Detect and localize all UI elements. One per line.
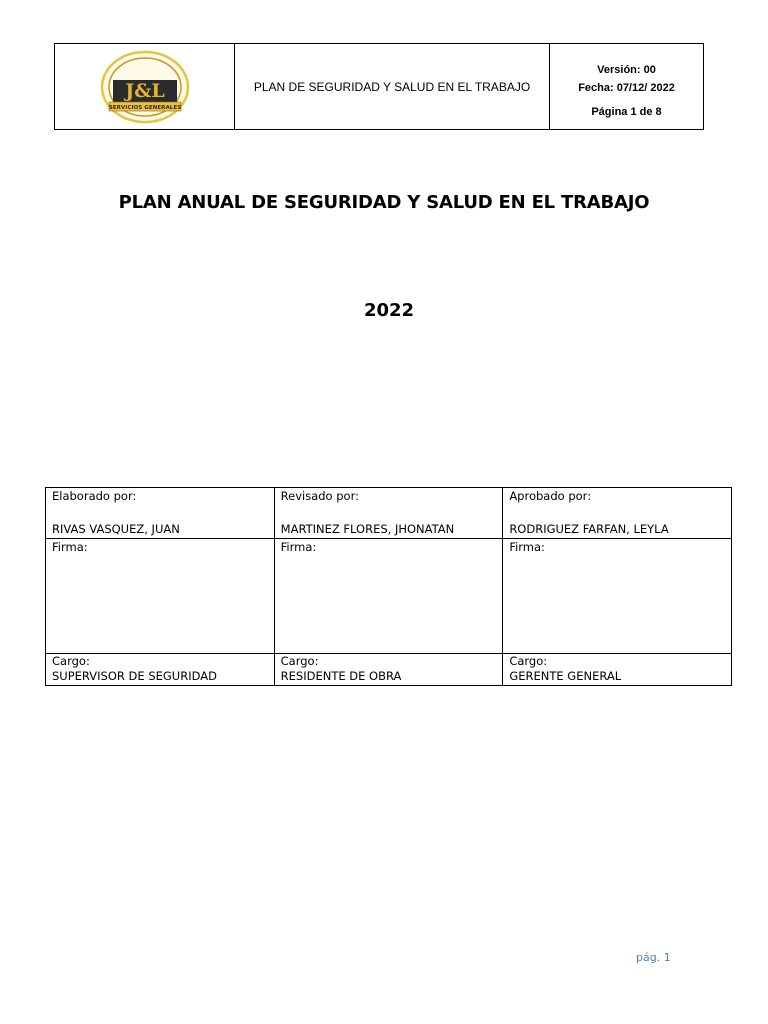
date-label: Fecha: 07/12/ 2022 [578,82,675,94]
elaborado-cargo-cell [46,654,275,686]
footer-page-number: pág. 1 [636,951,671,964]
document-title: PLAN ANUAL DE SEGURIDAD Y SALUD EN EL TRABAJO [118,192,650,213]
cargo-label: Cargo: [280,654,319,668]
revisado-cell [274,488,503,539]
page-count-label: Página 1 de 8 [591,106,662,118]
revisado-label: Revisado por: [280,489,359,503]
logo-subtext: SERVICIOS GENERALES [108,104,181,111]
document-meta [550,44,703,129]
logo-text: J&L [124,79,165,102]
revisado-cargo: RESIDENTE DE OBRA [280,669,402,683]
elaborado-name: RIVAS VASQUEZ, JUAN [52,522,180,536]
aprobado-signature-cell [503,539,732,654]
logo-cell [55,44,235,129]
version-label: Versión: 00 [597,64,656,76]
firma-label: Firma: [509,540,545,554]
elaborado-signature-cell [46,539,275,654]
firma-label: Firma: [280,540,317,554]
aprobado-cargo: GERENTE GENERAL [509,669,622,683]
table-row [46,488,732,539]
revisado-cargo-cell [274,654,503,686]
approval-table [45,487,732,686]
table-row [46,654,732,686]
header-title: PLAN DE SEGURIDAD Y SALUD EN EL TRABAJO [235,44,550,129]
elaborado-label: Elaborado por: [52,489,137,503]
cargo-label: Cargo: [509,654,548,668]
cargo-label: Cargo: [52,654,90,668]
revisado-signature-cell [274,539,503,654]
firma-label: Firma: [52,540,88,554]
aprobado-cell [503,488,732,539]
aprobado-label: Aprobado por: [509,489,592,503]
revisado-name: MARTINEZ FLORES, JHONATAN [280,522,455,536]
document-year: 2022 [363,300,415,321]
company-logo [99,50,191,124]
elaborado-cell [46,488,275,539]
table-row [46,539,732,654]
document-header [54,43,704,130]
aprobado-name: RODRIGUEZ FARFAN, LEYLA [509,522,669,536]
elaborado-cargo: SUPERVISOR DE SEGURIDAD [52,669,217,683]
aprobado-cargo-cell [503,654,732,686]
